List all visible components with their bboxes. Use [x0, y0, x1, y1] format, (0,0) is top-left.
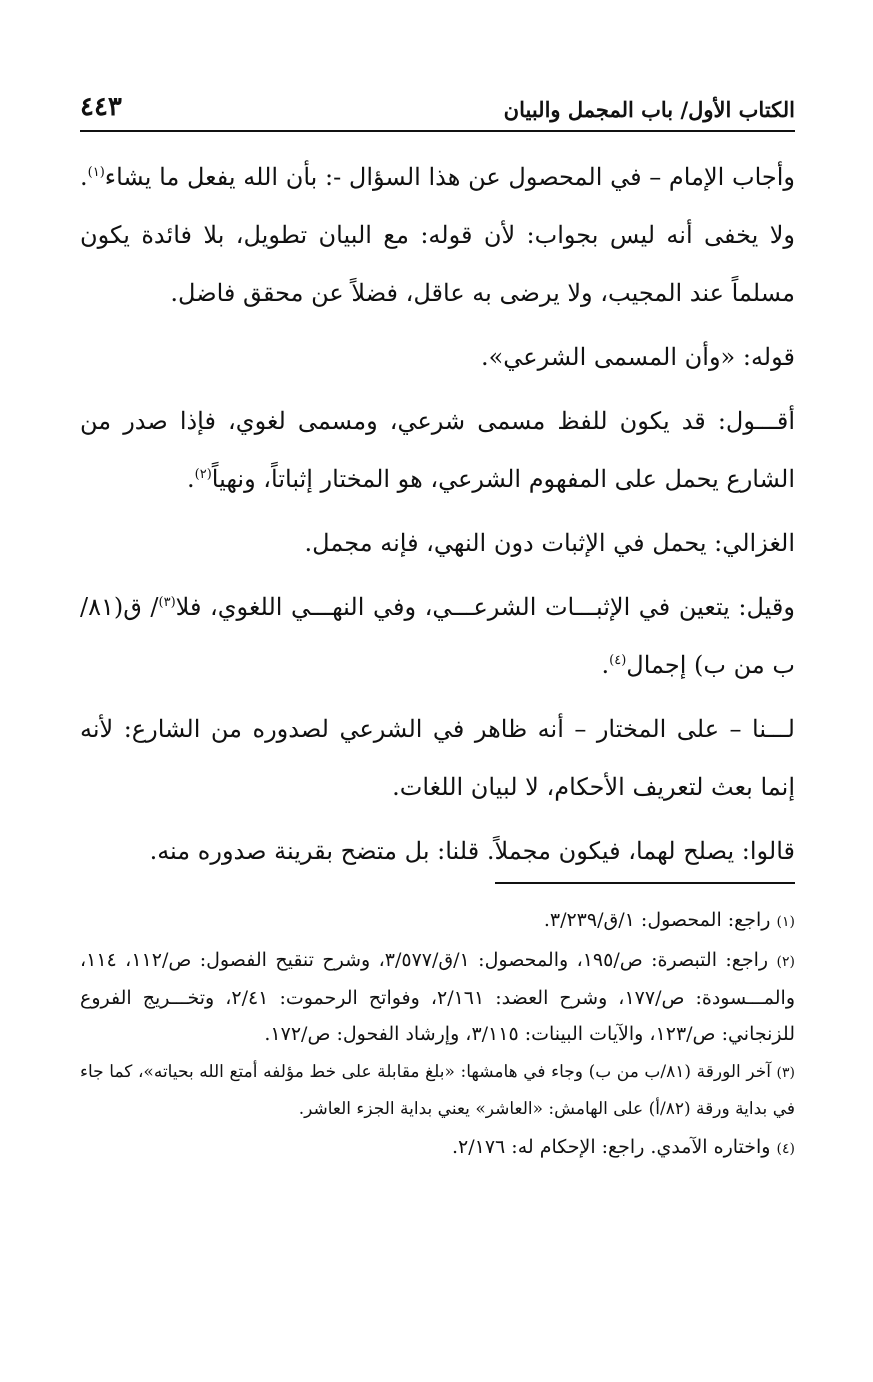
paragraph-qawluhu: قوله: «وأن المسمى الشرعي». [480, 343, 795, 371]
footnote-ref-2: (٢) [194, 467, 212, 482]
paragraph-ghazali: الغزالي: يحمل في الإثبات دون النهي، فإنه مجمل. [304, 529, 795, 557]
paragraph-aqulu: أقـــول: قد يكون للفظ مسمى شرعي، ومسمى لغوي، فإذا صدر من الشارع يحمل على المفهوم الشرعي، هو المختار إثباتاً، ونهياً$^{(٢)}$. [80, 407, 795, 493]
footnote-3: (٣) آخر الورقة (٨١/ب من ب) وجاء في هامشها: «بلغ مقابلة على خط مؤلفه أمتع الله بحياته»، كما جاء في بداية ورقة (٨٢/أ) على الهامش: «العاشر» يعني بداية الجزء العاشر. [80, 1062, 796, 1119]
page-number: ٤٤٣ [80, 92, 122, 122]
footnotes [80, 902, 795, 1169]
footnote-1: (١) راجع: المحصول: ١/ق/٣/٢٣٩. [543, 909, 795, 931]
paragraph-lana: لـــنا – على المختار – أنه ظاهر في الشرعي لصدوره من الشارع: لأنه إنما بعث لتعريف الأحكام، لا لبيان اللغات. [80, 715, 795, 801]
footnote-divider [495, 882, 795, 884]
page-header [80, 82, 795, 132]
paragraph-imam-answer: وأجاب الإمام – في المحصول عن هذا السؤال -: بأن الله يفعل ما يشاء$^{(١)}$. ولا يخفى أنه ليس بجواب: لأن قوله: مع البيان تطويل، بلا فائدة يكون مسلماً عند المجيب، ولا يرضى به عاقل، فضلاً عن محقق فاضل. [80, 163, 795, 307]
footnote-ref-3: (٣) [158, 595, 176, 610]
main-text [80, 148, 795, 886]
footnote-2: (٢) راجع: التبصرة: ص/١٩٥، والمحصول: ١/ق/٣/٥٧٧، وشرح تنقيح الفصول: ص/١١٢، ١١٤، والمـــسودة: ص/١٧٧، وشرح العضد: ٢/١٦١، وفواتح الرحموت: ٢/٤١، وتخـــريج الفروع للزنجاني: ص/١٢٣، والآيات البينات: ٣/١١٥، وإرشاد الفحول: ص/١٧٢. [80, 949, 795, 1045]
paragraph-qalu: قالوا: يصلح لهما، فيكون مجملاً. قلنا: بل متضح بقرينة صدوره منه. [149, 837, 795, 865]
footnote-ref-1: (١) [87, 165, 105, 180]
paragraph-qila: وقيل: يتعين في الإثبـــات الشرعـــي، وفي النهـــي اللغوي، فلا$^{(٣)}$/ ق(٨١/ب من ب) إجمال$^{(٤)}$. [80, 593, 795, 679]
footnote-4: (٤) واختاره الآمدي. راجع: الإحكام له: ٢/١٧٦. [451, 1136, 795, 1158]
running-title: الكتاب الأول/ باب المجمل والبيان [503, 97, 795, 122]
footnote-ref-4: (٤) [609, 653, 627, 668]
